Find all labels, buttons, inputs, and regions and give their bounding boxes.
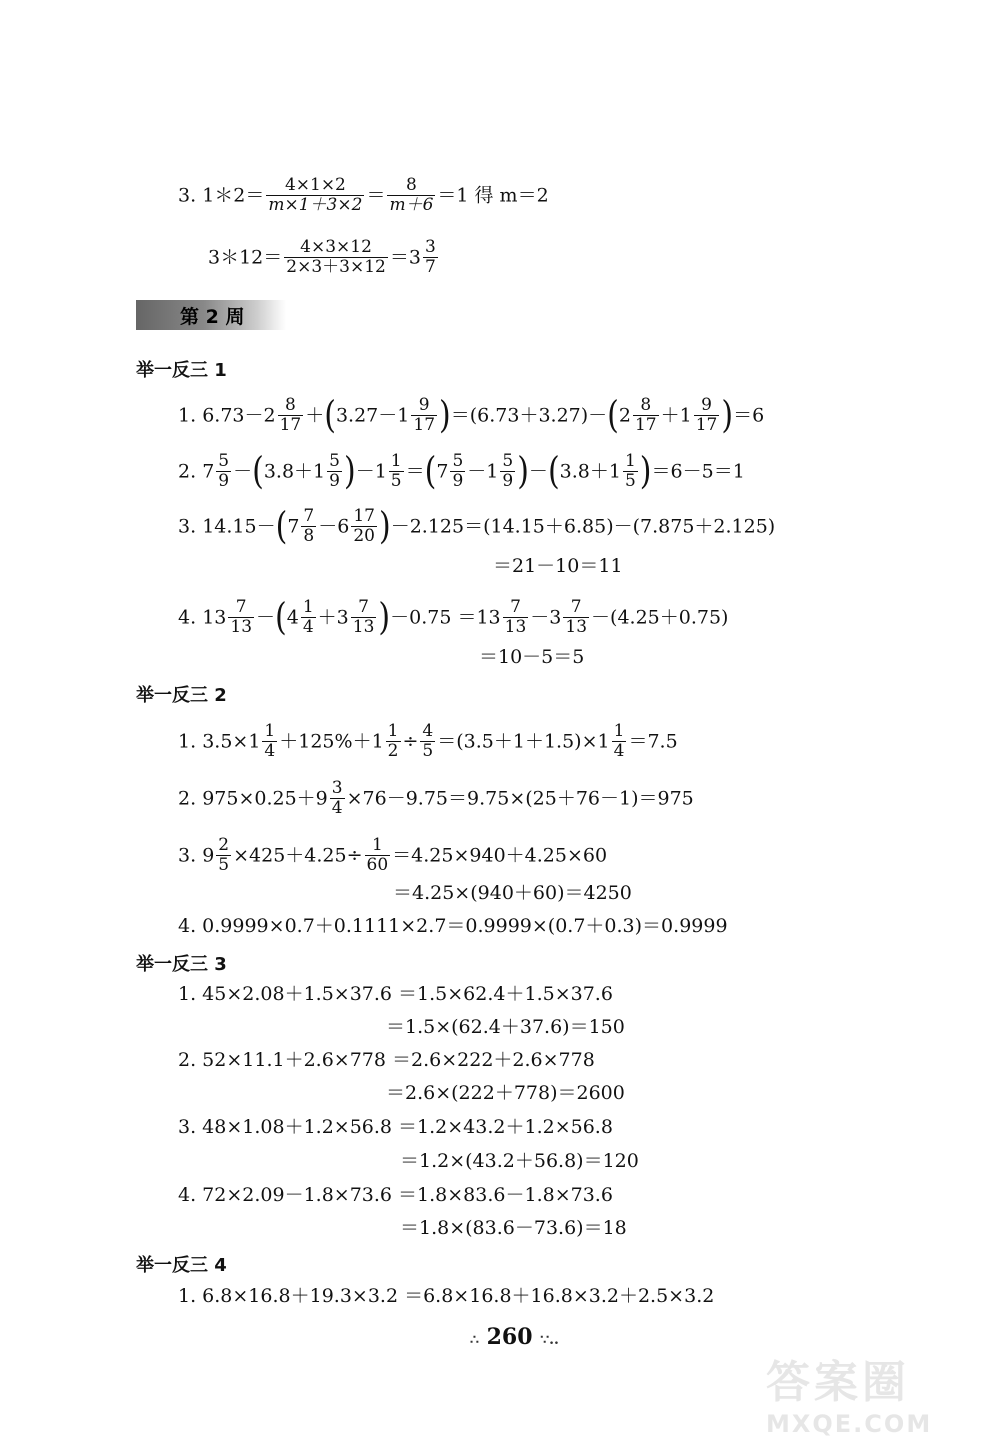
top-line-1: 3. 1＊2＝ $\frac{4\times 1\times 2}{m\times 1+3\times 2}$ ＝ $\frac{8}{m+6}$ ＝1 得 m＝2: [178, 175, 549, 215]
s3-line-2b: ＝2.6×(222＋778)＝2600: [386, 1082, 625, 1104]
s1-line-4b: ＝10－5＝5: [479, 646, 585, 668]
section-title-2: 举一反三 2: [136, 685, 227, 706]
s3-line-2: 2. 52×11.1＋2.6×778 ＝2.6×222＋2.6×778: [178, 1049, 595, 1071]
s2-line-2: 2. 975×0.25＋9 $\frac{3}{4}$ ×76－9.75＝9.75×(25＋76－1)＝975: [178, 778, 694, 818]
s4-line-1: 1. 6.8×16.8＋19.3×3.2 ＝6.8×16.8＋16.8×3.2＋2.5×3.2: [178, 1285, 715, 1307]
s1-line-3b: ＝21－10＝11: [493, 555, 623, 577]
s1-line-3: 3. 14.15－(7 $\frac{7}{8}$ －6 $\frac{17}{20}$ )－2.125＝(14.15＋6.85)－(7.875＋2.125): [178, 504, 776, 548]
s3-line-3b: ＝1.2×(43.2＋56.8)＝120: [400, 1150, 639, 1172]
s3-line-3: 3. 48×1.08＋1.2×56.8 ＝1.2×43.2＋1.2×56.8: [178, 1116, 613, 1138]
s2-line-3: 3. 9 $\frac{2}{5}$ ×425＋4.25÷ $\frac{1}{60}$ ＝4.25×940＋4.25×60: [178, 835, 608, 875]
dots-icon: ∴: [470, 1332, 479, 1348]
top-line-2: 3＊12＝ $\frac{4\times 3\times 12}{2\times 3+3\times 12}$ ＝3 $\frac{3}{7}$: [208, 237, 436, 277]
s2-line-4: 4. 0.9999×0.7＋0.1111×2.7＝0.9999×(0.7＋0.3)＝0.9999: [178, 915, 728, 937]
week-heading: 第 2 周: [136, 300, 286, 330]
s3-line-1: 1. 45×2.08＋1.5×37.6 ＝1.5×62.4＋1.5×37.6: [178, 983, 613, 1005]
section-title-3: 举一反三 3: [136, 954, 227, 975]
s3-line-4: 4. 72×2.09－1.8×73.6 ＝1.8×83.6－1.8×73.6: [178, 1184, 613, 1206]
s1-line-1: 1. 6.73－2 $\frac{8}{17}$ ＋(3.27－1 $\frac{9}{17}$ )＝(6.73＋3.27)－(2 $\frac{8}{17}$ ＋1 $\frac{9}{17}$ )＝6: [178, 393, 765, 437]
section-title-4: 举一反三 4: [136, 1255, 227, 1276]
s1-line-4: 4. 13 $\frac{7}{13}$ －(4 $\frac{1}{4}$ ＋3 $\frac{7}{13}$ )－0.75 ＝13 $\frac{7}{13}$ －3 $\frac{7}{13}$ －(4.25＋0.75): [178, 595, 729, 639]
dots-icon: ∵..: [540, 1332, 559, 1348]
s2-line-3b: ＝4.25×(940＋60)＝4250: [393, 882, 632, 904]
s2-line-1: 1. 3.5×1 $\frac{1}{4}$ ＋125%＋1 $\frac{1}{2}$ ÷ $\frac{4}{5}$ ＝(3.5＋1＋1.5)×1 $\frac{1}{4}$ ＝7.5: [178, 721, 678, 761]
section-title-1: 举一反三 1: [136, 360, 227, 381]
watermark-logo: 答案圈 MXQE.COM: [766, 1357, 933, 1438]
s1-line-2: 2. 7 $\frac{5}{9}$ －(3.8＋1 $\frac{5}{9}$ )－1 $\frac{1}{5}$ ＝(7 $\frac{5}{9}$ －1 $\frac{5}{9}$ )－(3.8＋1 $\frac{1}{5}$ )＝6－5＝1: [178, 449, 745, 493]
page-number: ∴ 260 ∵..: [470, 1324, 559, 1350]
s3-line-4b: ＝1.8×(83.6－73.6)＝18: [400, 1217, 627, 1239]
s3-line-1b: ＝1.5×(62.4＋37.6)＝150: [386, 1016, 625, 1038]
